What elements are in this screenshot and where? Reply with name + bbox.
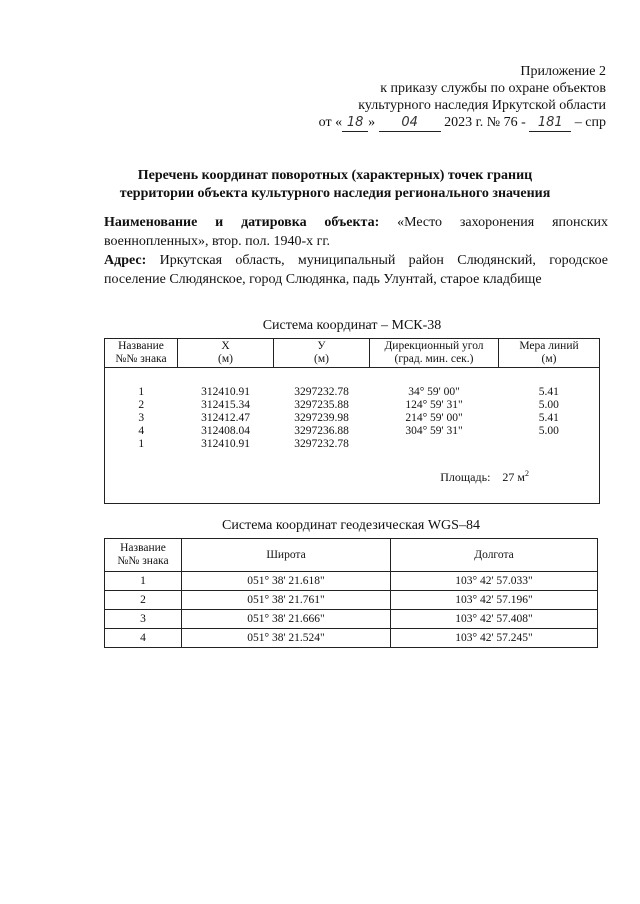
msk-header-length: Мера линий (м) (499, 339, 600, 368)
wgs-coordinates-table (104, 538, 598, 648)
title-line-2: территории объекта культурного наследия регионального значения (119, 186, 551, 201)
table-row: 2 312415.34 3297235.88 124° 59' 31" 5.00 (138, 399, 559, 411)
wgs-caption: Система координат геодезическая WGS–84 (222, 518, 480, 533)
msk-header-x: X (м) (178, 339, 274, 368)
order-reference: к приказу службы по охране объектов (380, 81, 606, 96)
table-row: 2 051° 38' 21.761" 103° 42' 57.196" (105, 591, 598, 610)
table-row: 1 312410.91 3297232.78 34° 59' 00" 5.41 (138, 386, 559, 398)
address-label: Адрес: (104, 253, 147, 268)
object-name-paragraph (104, 213, 608, 251)
table-row: 3 312412.47 3297239.98 214° 59' 00" 5.41 (138, 412, 559, 424)
handwritten-month: 04 (379, 114, 441, 132)
order-suffix: – спр (574, 115, 606, 130)
msk-header-angle: Дирекционный угол (град. мин. сек.) (370, 339, 499, 368)
msk-header-y: У (м) (274, 339, 370, 368)
handwritten-day: 18 (342, 114, 368, 132)
table-row: 4 312408.04 3297236.88 304° 59' 31" 5.00 (138, 425, 559, 437)
wgs-header-point: Название №№ знака (105, 539, 182, 572)
table-row: 1 051° 38' 21.618" 103° 42' 57.033" (105, 572, 598, 591)
area-value: 27 м (502, 470, 525, 484)
appendix-header (319, 63, 606, 132)
object-name-label: Наименование и датировка объекта: (104, 215, 380, 230)
object-name-value: «Место захоронения японских военнопленных», втор. пол. 1940-х гг. (104, 215, 609, 249)
order-date-line (319, 114, 606, 132)
table-row: 3 051° 38' 21.666" 103° 42' 57.408" (105, 610, 598, 629)
area-unit-exponent: 2 (525, 469, 529, 478)
date-prefix: от « (318, 115, 343, 130)
table-row: 1 312410.91 3297232.78 (138, 438, 349, 450)
object-address-paragraph (104, 251, 608, 289)
document-title (100, 167, 570, 203)
msk-area-row (105, 451, 600, 504)
area-label: Площадь: (440, 470, 491, 484)
msk-header-point: Название №№ знака (105, 339, 178, 368)
date-quote-close: » (368, 115, 376, 130)
msk-spacer-row (105, 368, 600, 387)
order-authority: культурного наследия Иркутской области (358, 98, 606, 113)
msk-coordinates-table (104, 338, 600, 504)
msk-header-row (105, 339, 600, 368)
table-row: 4 051° 38' 21.524" 103° 42' 57.245" (105, 629, 598, 648)
wgs-header-row (105, 539, 598, 572)
year-and-number: 2023 г. № 76 - (444, 115, 526, 130)
wgs-header-latitude: Широта (182, 539, 391, 572)
wgs-header-longitude: Долгота (391, 539, 598, 572)
title-line-1: Перечень координат поворотных (характерных) точек границ (137, 168, 533, 183)
msk-caption: Система координат – МСК-38 (262, 318, 442, 333)
address-value: Иркутская область, муниципальный район Слюдянский, городское поселение Слюдянское, город Слюдянка, падь Улунтай, старое кладбище (104, 253, 608, 287)
appendix-number: Приложение 2 (520, 64, 606, 79)
handwritten-order-number: 181 (529, 114, 571, 132)
